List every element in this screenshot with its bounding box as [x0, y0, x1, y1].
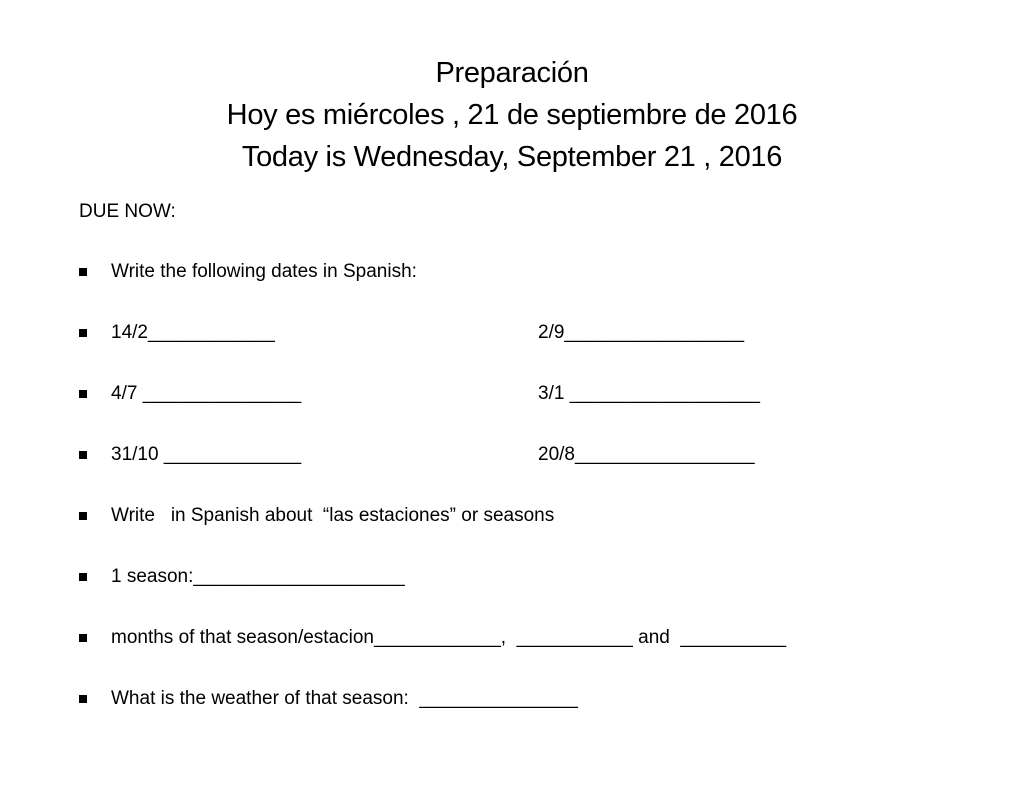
list-item-text: 14/2____________: [111, 322, 275, 343]
list-item-second-date: 20/8_________________: [538, 444, 755, 465]
slide-title: [0, 52, 1024, 178]
list-item-second-date: 3/1 __________________: [538, 383, 760, 404]
title-line-2: Hoy es miércoles , 21 de septiembre de 2016: [226, 99, 798, 131]
square-bullet-icon: [79, 451, 87, 459]
list-item: [79, 686, 578, 790]
title-line-1: Preparación: [435, 57, 589, 89]
square-bullet-icon: [79, 695, 87, 703]
list-item-text: Write in Spanish about “las estaciones” or seasons: [111, 505, 555, 526]
list-item-second-date: 2/9_________________: [538, 322, 745, 343]
list-item-text: 1 season:____________________: [111, 566, 405, 587]
title-line-3: Today is Wednesday, September 21 , 2016: [241, 141, 783, 173]
list-item-text: 31/10 _____________: [111, 444, 302, 465]
list-item-text: 4/7 _______________: [111, 383, 302, 404]
square-bullet-icon: [79, 268, 87, 276]
due-now-heading: DUE NOW:: [79, 201, 176, 222]
square-bullet-icon: [79, 329, 87, 337]
list-item-text: Write the following dates in Spanish:: [111, 261, 417, 282]
square-bullet-icon: [79, 390, 87, 398]
list-item-text: months of that season/estacion____________, ___________ and __________: [111, 627, 787, 648]
square-bullet-icon: [79, 573, 87, 581]
square-bullet-icon: [79, 512, 87, 520]
square-bullet-icon: [79, 634, 87, 642]
list-item-text: What is the weather of that season: _______________: [111, 688, 578, 709]
